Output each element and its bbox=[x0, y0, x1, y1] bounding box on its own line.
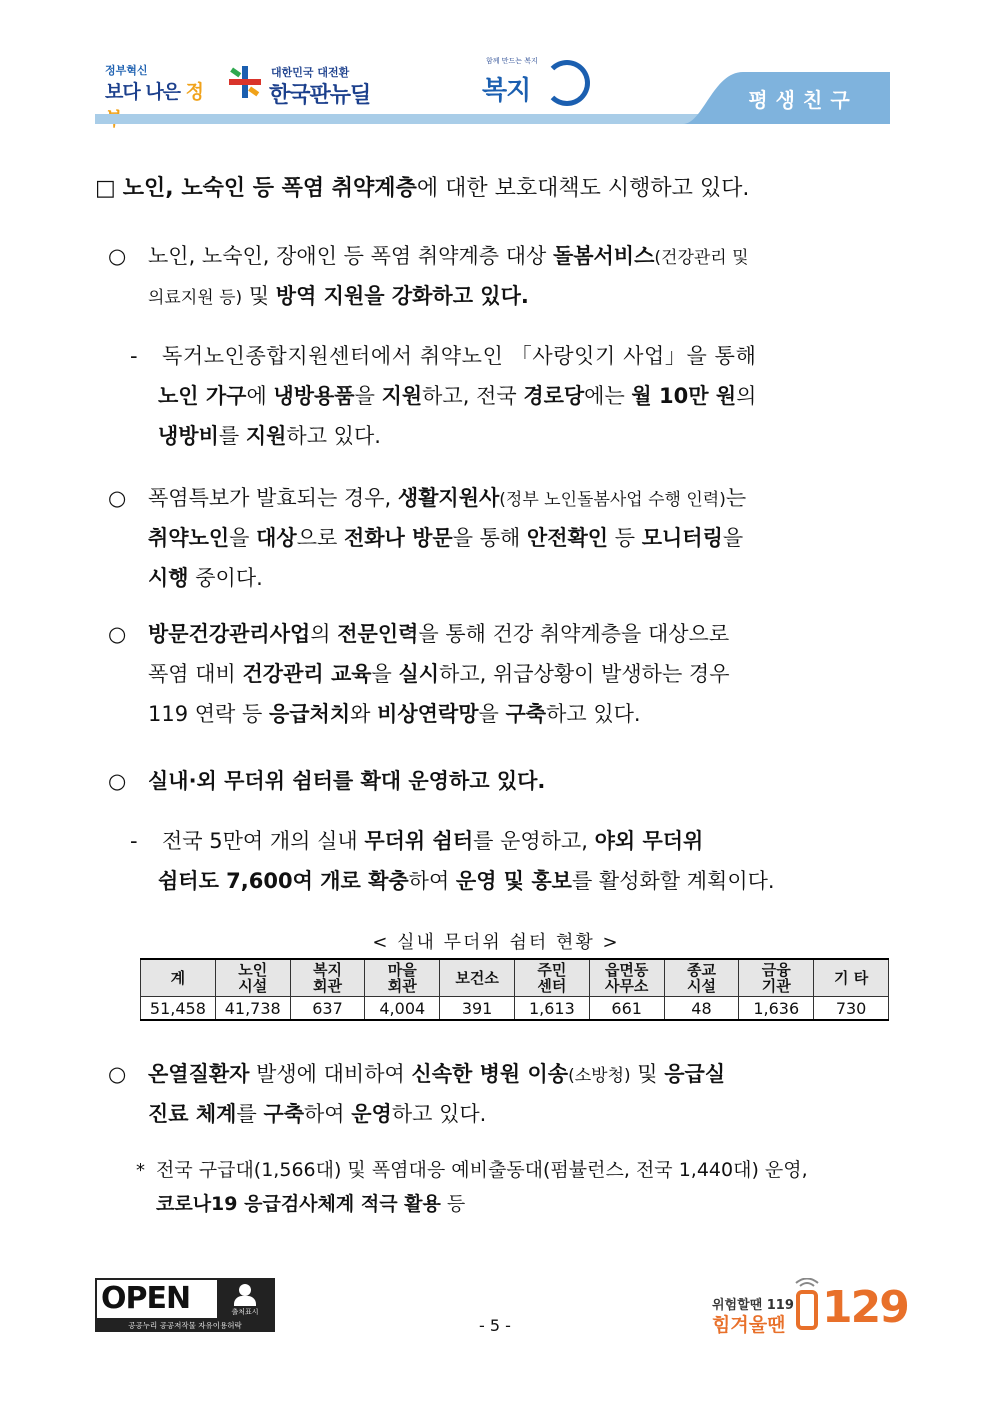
kogl-open-license-badge bbox=[95, 1278, 277, 1332]
paragraph-life-support-line1: 폭염특보가 발효되는 경우, 생활지원사(정부 노인돌봄사업 수행 인력)는 bbox=[148, 486, 747, 510]
paragraph-heat-illness-line2: 진료 체계를 구축하여 운영하고 있다. bbox=[148, 1102, 487, 1126]
paragraph-elderly-center-line3: 냉방비를 지원하고 있다. bbox=[158, 424, 381, 448]
table-title: < 실내 무더위 쉼터 현황 > bbox=[372, 932, 620, 953]
paragraph-shelter-expansion: 실내·외 무더위 쉼터를 확대 운영하고 있다. bbox=[148, 769, 546, 793]
korean-new-deal-logo: 대한민국 대전환 한국판뉴딜 bbox=[227, 58, 387, 108]
bullet-marker: ○ bbox=[108, 1062, 127, 1086]
table-cell: 1,636 bbox=[739, 997, 814, 1021]
paragraph-health-visit-line3: 119 연락 등 응급처치와 비상연락망을 구축하고 있다. bbox=[148, 702, 641, 726]
bullet-marker: ○ bbox=[108, 244, 127, 268]
paragraph-shelter-ops-line2: 쉼터도 7,600여 개로 확충하여 운영 및 홍보를 활성화할 계획이다. bbox=[158, 869, 775, 893]
note-marker: * bbox=[136, 1160, 145, 1181]
header-tab-label: 평생친구 bbox=[748, 88, 858, 112]
note-line1: 전국 구급대(1,566대) 및 폭염대응 예비출동대(펌뷸런스, 전국 1,440대) 운영, bbox=[156, 1159, 808, 1181]
hotline-129-logo: 위험할땐 119 힘겨울땐 129 bbox=[710, 1272, 900, 1334]
table-cell: 4,004 bbox=[365, 997, 440, 1021]
gov-innovation-logo: 정부혁신 보다 나은 정 bbox=[105, 64, 204, 103]
page-number: - 5 - bbox=[479, 1316, 511, 1335]
dash-marker: - bbox=[130, 344, 138, 368]
table-cell: 637 bbox=[290, 997, 365, 1021]
table-header-cell: 주민 센터 bbox=[514, 959, 589, 997]
heading-vulnerable-protection: □ 노인, 노숙인 등 폭염 취약계층에 대한 보호대책도 시행하고 있다. bbox=[95, 176, 750, 201]
table-cell: 391 bbox=[440, 997, 515, 1021]
paragraph-care-services-line2: 의료지원 등) 및 방역 지원을 강화하고 있다. bbox=[148, 284, 529, 308]
paragraph-heat-illness-line1: 온열질환자 발생에 대비하여 신속한 병원 이송(소방청) 및 응급실 bbox=[148, 1062, 726, 1086]
dash-marker: - bbox=[130, 829, 138, 853]
attribution-icon: 출처표시 bbox=[217, 1280, 273, 1318]
table-header-cell: 계 bbox=[141, 959, 216, 997]
table-header-cell: 복지 회관 bbox=[290, 959, 365, 997]
table-header-cell: 보건소 bbox=[440, 959, 515, 997]
bokjiro-logo: 함께 만드는 복지 복지 bbox=[480, 52, 590, 112]
paragraph-care-services-line1: 노인, 노숙인, 장애인 등 폭염 취약계층 대상 돌봄서비스(건강관리 및 bbox=[148, 244, 749, 268]
table-cell: 730 bbox=[814, 997, 889, 1021]
bullet-marker: ○ bbox=[108, 769, 127, 793]
paragraph-elderly-center-line2: 노인 가구에 냉방용품을 지원하고, 전국 경로당에는 월 10만 원의 bbox=[158, 384, 757, 408]
paragraph-shelter-ops-line1: 전국 5만여 개의 실내 무더위 쉼터를 운영하고, 야외 무더위 bbox=[162, 829, 704, 853]
header-tab bbox=[683, 72, 890, 124]
table-cell: 51,458 bbox=[141, 997, 216, 1021]
table-header-cell: 기 타 bbox=[814, 959, 889, 997]
paragraph-life-support-line2: 취약노인을 대상으로 전화나 방문을 통해 안전확인 등 모니터링을 bbox=[148, 526, 744, 550]
table-cell: 661 bbox=[589, 997, 664, 1021]
table-row bbox=[141, 997, 889, 1021]
table-cell: 48 bbox=[664, 997, 739, 1021]
paragraph-life-support-line3: 시행 중이다. bbox=[148, 566, 263, 590]
table-header-cell: 노인 시설 bbox=[215, 959, 290, 997]
new-deal-mark-icon bbox=[227, 64, 263, 100]
bokjiro-ring-icon bbox=[544, 60, 590, 106]
bullet-marker: ○ bbox=[108, 486, 127, 510]
paragraph-elderly-center-line1: 독거노인종합지원센터에서 취약노인 「사랑잇기 사업」을 통해 bbox=[162, 344, 757, 368]
note-line2: 코로나19 응급검사체계 적극 활용 등 bbox=[156, 1193, 466, 1215]
table-header-cell: 마을 회관 bbox=[365, 959, 440, 997]
bullet-marker: ○ bbox=[108, 622, 127, 646]
table-header-cell: 읍면동 사무소 bbox=[589, 959, 664, 997]
table-cell: 41,738 bbox=[215, 997, 290, 1021]
indoor-shelter-table bbox=[140, 958, 889, 1021]
table-header-row bbox=[141, 959, 889, 997]
open-caption: 공공누리 공공저작물 자유이용허락 bbox=[95, 1320, 275, 1332]
open-label: OPEN bbox=[101, 1281, 191, 1316]
table-cell: 1,613 bbox=[514, 997, 589, 1021]
phone-icon bbox=[794, 1278, 822, 1332]
table-header-cell: 금융 기관 bbox=[739, 959, 814, 997]
paragraph-health-visit-line1: 방문건강관리사업의 전문인력을 통해 건강 취약계층을 대상으로 bbox=[148, 622, 730, 646]
paragraph-health-visit-line2: 폭염 대비 건강관리 교육을 실시하고, 위급상황이 발생하는 경우 bbox=[148, 662, 730, 686]
table-header-cell: 종교 시설 bbox=[664, 959, 739, 997]
page-header bbox=[95, 40, 890, 124]
